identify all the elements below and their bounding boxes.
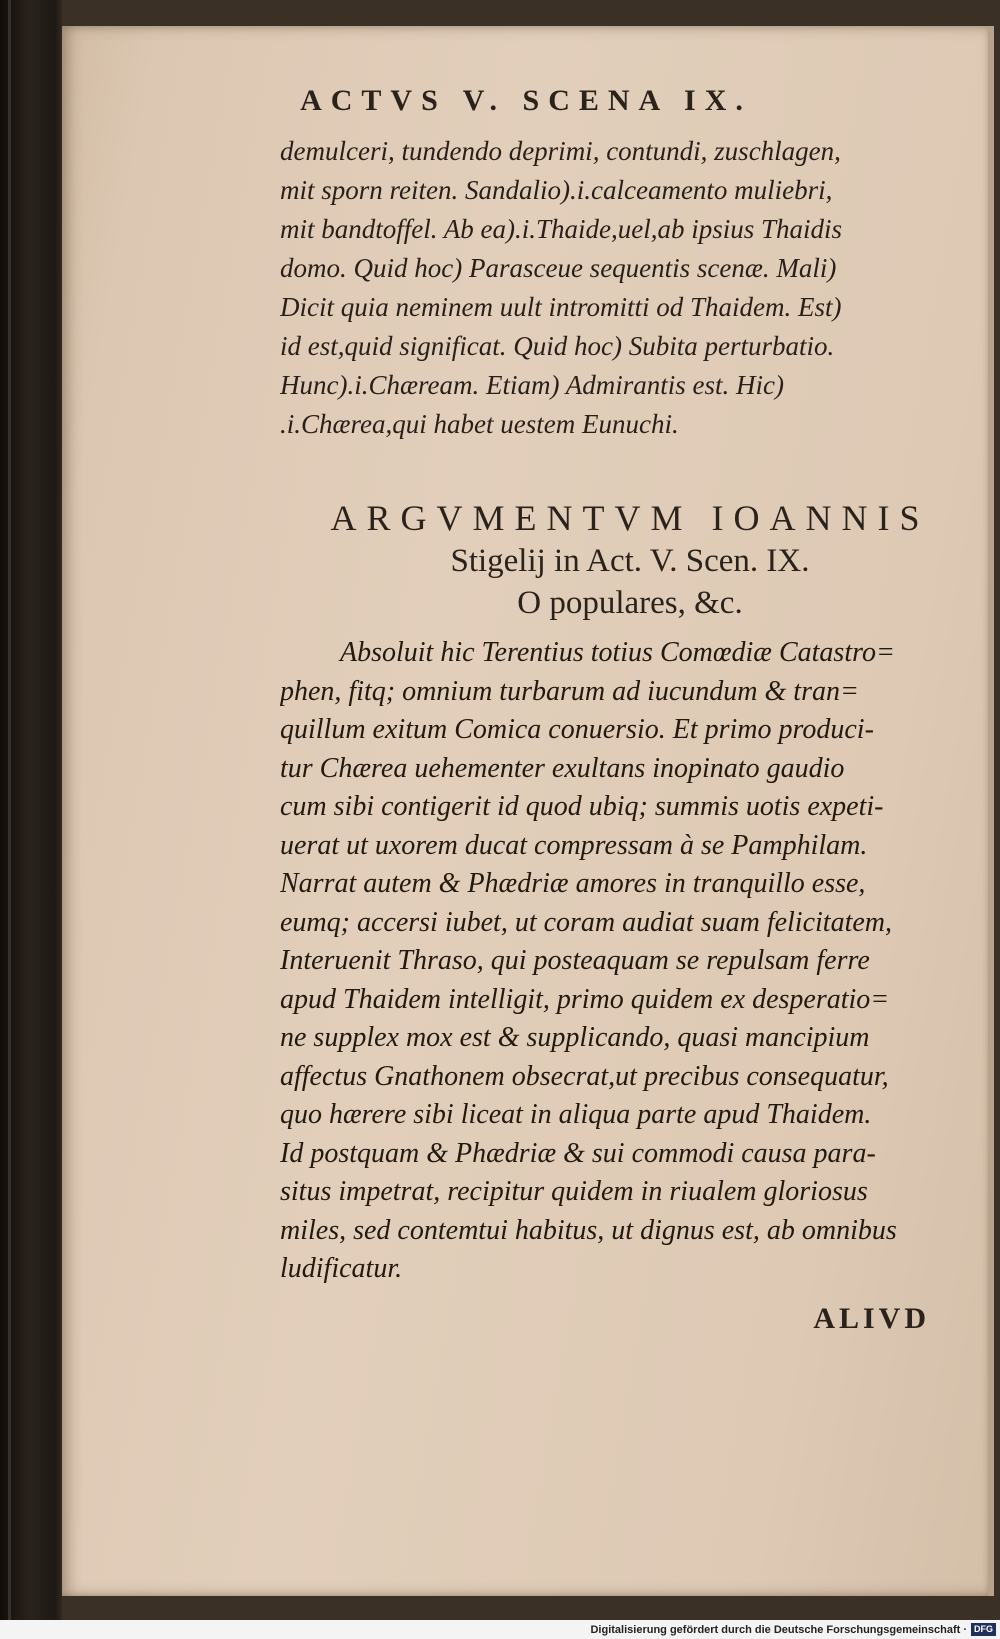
commentary-line: .i.Chærea,qui habet uestem Eunuchi. [280,409,679,439]
argument-line: affectus Gnathonem obsecrat,ut precibus consequatur, [280,1060,889,1092]
argument-line: tur Chærea uehementer exultans inopinato gaudio [280,752,845,784]
argument-paragraph [280,634,980,1289]
argument-line: apud Thaidem intelligit, primo quidem ex desperatio= [280,983,890,1015]
argument-line: uerat ut uxorem ducat compressam à se Pamphilam. [280,829,868,861]
book-page [62,26,990,1596]
funding-footer [0,1620,1000,1639]
argument-line: phen, fitq; omnium turbarum ad iucundum & tran= [280,675,859,707]
footer-credit: Digitalisierung gefördert durch die Deutsche Forschungsgemeinschaft · [590,1623,967,1636]
commentary-block [280,132,980,444]
book-gutter [8,0,11,1620]
argument-heading [280,496,980,624]
running-head: ACTVS V. SCENA IX. [300,84,752,117]
argument-line: ne supplex mox est & supplicando, quasi mancipium [280,1022,870,1053]
argument-line: situs impetrat, recipitur quidem in riualem gloriosus [280,1176,868,1207]
argument-line: quillum exitum Comica conuersio. Et primo produci- [280,714,874,745]
argument-line: eumq; accersi iubet, ut coram audiat suam felicitatem, [280,906,892,938]
commentary-line: mit sporn reiten. Sandalio).i.calceamento muliebri, [280,175,833,205]
commentary-line: domo. Quid hoc) Parasceue sequentis scenæ. Mali) [280,253,837,283]
commentary-line: Dicit quia neminem uult intromitti od Thaidem. Est) [280,292,842,322]
argument-line: Interuenit Thraso, qui posteaquam se repulsam ferre [280,945,870,976]
argument-line: Id postquam & Phædriæ & sui commodi causa para- [280,1137,876,1169]
argument-line: Absoluit hic Terentius totius Comœdiæ Catastro= [340,637,895,668]
commentary-line: mit bandtoffel. Ab ea).i.Thaide,uel,ab ipsius Thaidis [280,214,843,244]
commentary-line: Hunc).i.Chæream. Etiam) Admirantis est. Hic) [280,370,784,400]
catchword: ALIVD [813,1302,930,1335]
argument-heading-line-3: O populares, &c. [517,585,743,621]
argument-line: miles, sed contemtui habitus, ut dignus est, ab omnibus [280,1214,897,1246]
argument-line: ludificatur. [280,1253,403,1284]
page-edge [988,26,994,1596]
argument-line: cum sibi contigerit id quod ubiq; summis uotis expeti- [280,791,884,822]
commentary-line: id est,quid significat. Quid hoc) Subita perturbatio. [280,331,835,361]
argument-line: Narrat autem & Phædriæ amores in tranquillo esse, [280,868,866,899]
commentary-line: demulceri, tundendo deprimi, contundi, zuschlagen, [280,136,841,166]
dfg-logo-icon: DFG [971,1623,996,1636]
argument-heading-line-1: ARGVMENTVM IOANNIS [330,498,930,538]
argument-line: quo hærere sibi liceat in aliqua parte apud Thaidem. [280,1099,872,1130]
argument-heading-line-2: Stigelij in Act. V. Scen. IX. [450,543,810,579]
